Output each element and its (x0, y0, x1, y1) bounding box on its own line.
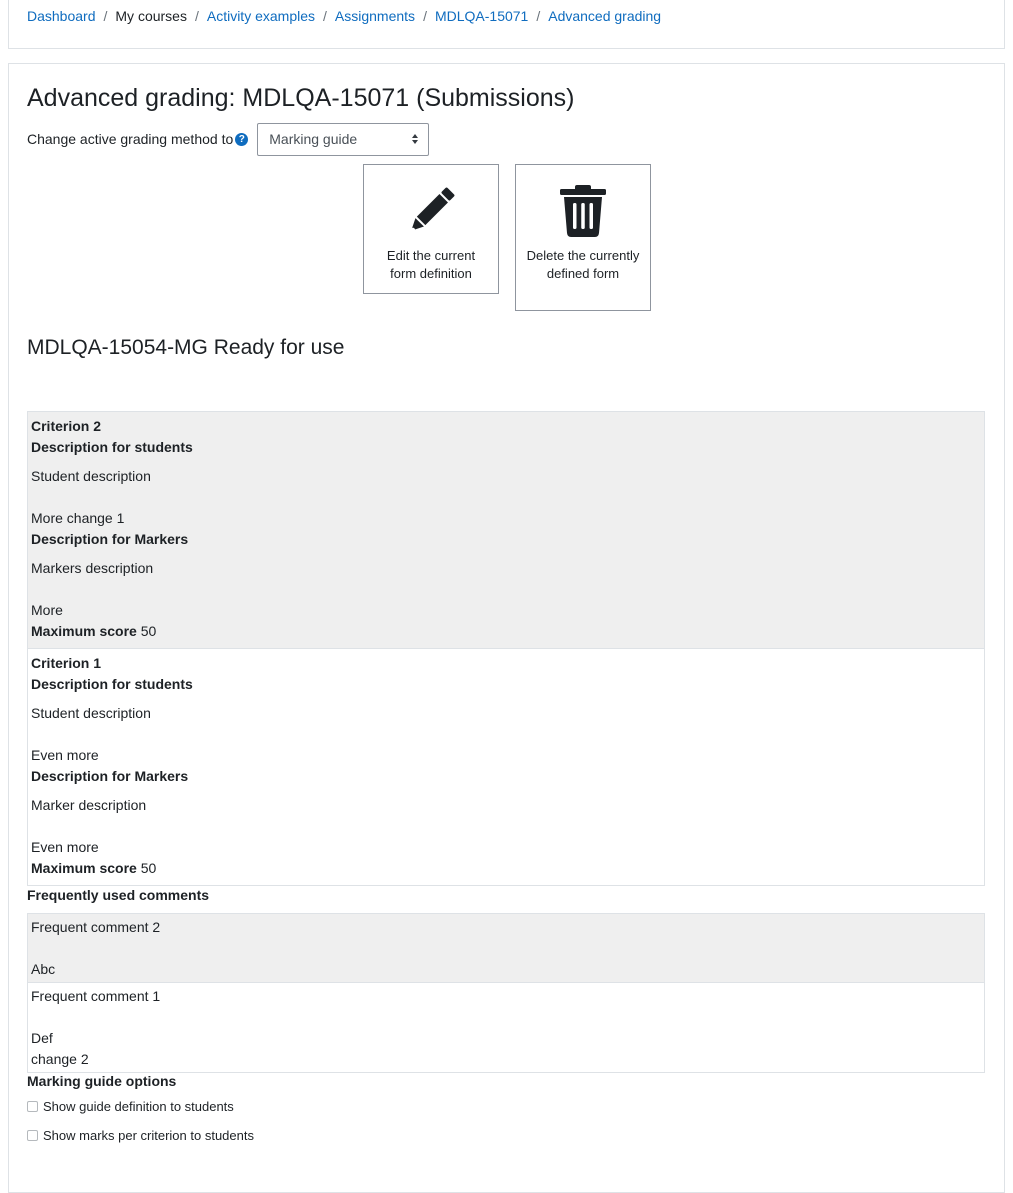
breadcrumb-my-courses: My courses (115, 8, 187, 24)
grading-method-value: Marking guide (269, 131, 358, 147)
students-description: Student description More change 1 (31, 468, 151, 526)
page-title: Advanced grading: MDLQA-15071 (Submissions) (27, 84, 575, 112)
edit-form-label: Edit the current form definition (386, 248, 476, 281)
comment-row: Frequent comment 1 Def change 2 (28, 982, 984, 1072)
breadcrumb (27, 8, 661, 24)
main-content (8, 63, 1005, 1193)
show-marks-label[interactable]: Show marks per criterion to students (43, 1128, 254, 1143)
show-definition-checkbox[interactable] (27, 1101, 38, 1112)
criteria-table (27, 411, 985, 886)
maximum-score-value: 50 (140, 860, 157, 876)
breadcrumb-assignment[interactable]: MDLQA-15071 (434, 8, 529, 24)
select-arrows-icon (412, 134, 418, 144)
breadcrumb-activity-examples[interactable]: Activity examples (206, 8, 316, 24)
grading-method-row (27, 122, 429, 156)
maximum-score (31, 621, 981, 642)
definition-name: MDLQA-15054-MG Ready for use (27, 336, 345, 359)
show-marks-option (27, 1128, 254, 1143)
show-marks-checkbox[interactable] (27, 1130, 38, 1141)
breadcrumb-advanced-grading[interactable]: Advanced grading (548, 8, 662, 24)
breadcrumb-dashboard[interactable]: Dashboard (27, 8, 96, 24)
breadcrumb-separator: / (194, 8, 199, 24)
pencil-icon (406, 185, 456, 237)
grading-method-label: Change active grading method to (27, 131, 234, 147)
criterion-row (28, 648, 984, 885)
delete-form-button[interactable] (515, 164, 651, 311)
marking-guide-options-heading: Marking guide options (27, 1073, 177, 1089)
markers-description-heading: Description for Markers (31, 531, 189, 547)
breadcrumb-assignments[interactable]: Assignments (334, 8, 416, 24)
students-description: Student description Even more (31, 705, 151, 763)
criterion-name: Criterion 1 (31, 655, 102, 671)
students-description-heading: Description for students (31, 676, 193, 692)
breadcrumb-separator: / (103, 8, 108, 24)
markers-description-heading: Description for Markers (31, 768, 189, 784)
breadcrumb-separator: / (423, 8, 427, 24)
breadcrumb-separator: / (536, 8, 541, 24)
criterion-row (28, 412, 984, 648)
help-icon[interactable]: ? (235, 133, 248, 146)
frequent-comments-table (27, 913, 985, 1073)
frequent-comments-heading: Frequently used comments (27, 887, 210, 903)
show-definition-option (27, 1099, 234, 1114)
grading-method-select[interactable] (257, 123, 429, 156)
markers-description: Markers description More (31, 560, 154, 618)
show-definition-label[interactable]: Show guide definition to students (43, 1099, 234, 1114)
markers-description: Marker description Even more (31, 797, 147, 855)
maximum-score (31, 858, 981, 879)
maximum-score-label: Maximum score (31, 623, 137, 639)
maximum-score-value: 50 (140, 623, 157, 639)
breadcrumb-bar (8, 0, 1005, 49)
comment-row: Frequent comment 2 Abc (28, 914, 984, 982)
students-description-heading: Description for students (31, 439, 193, 455)
criterion-name: Criterion 2 (31, 418, 102, 434)
breadcrumb-separator: / (323, 8, 327, 24)
maximum-score-label: Maximum score (31, 860, 137, 876)
edit-form-button[interactable] (363, 164, 499, 294)
delete-form-label: Delete the currently defined form (526, 248, 640, 281)
trash-icon (560, 185, 606, 237)
